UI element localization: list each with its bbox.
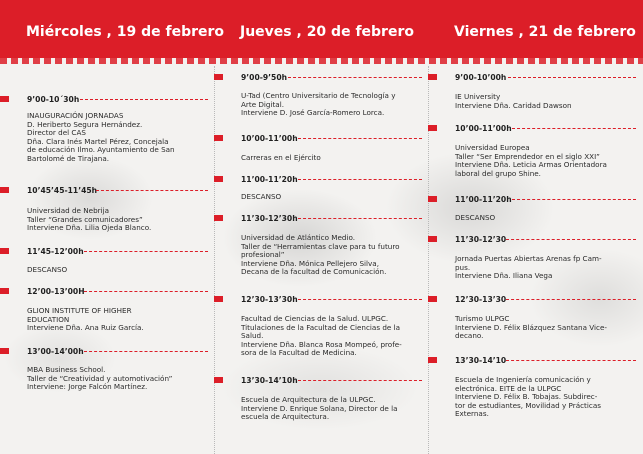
time-marker	[0, 348, 9, 354]
time-label: 11’00-11’20h	[455, 195, 512, 204]
time-rule	[506, 360, 636, 361]
session-description: Escuela de Arquitectura de la ULPGC. Interviene D. Enrique Solana, Director de la escuela de Arquitectura.	[241, 395, 398, 422]
session-description: Escuela de Ingeniería comunicación y electrónica. EITE de la ULPGC Interviene D. Félix B. Tobajas. Subdirec- tor de estudiantes, Movilidad y Prácticas Externas.	[455, 375, 601, 419]
time-marker	[214, 377, 223, 383]
session-description: DESCANSO	[27, 265, 68, 274]
session-description: INAUGURACIÓN JORNADAS D. Heriberto Segura Hernández. Director del CAS Dña. Clara Inés Martel Pérez, Concejala de educación Ilmo. Ayuntamiento de San Bartolomé de Tirajana.	[27, 111, 175, 163]
time-rule	[96, 190, 208, 191]
session-description: Universidad de Nebrija Taller “Grandes comunicadores” Interviene Dña. Lilia Ojeda Blanco.	[27, 206, 152, 233]
time-rule	[84, 251, 208, 252]
time-label: 13’00-14’00h	[27, 347, 84, 356]
session-description: Universidad Europea Taller “Ser Emprendedor en el siglo XXI” Interviene Dña. Leticia Armas Orientadora laboral del grupo Shine.	[455, 143, 607, 178]
time-marker	[428, 74, 437, 80]
time-rule	[512, 128, 636, 129]
session-description: Universidad de Atlántico Medio. Taller de “Herramientas clave para tu futuro profesional” Interviene Dña. Mónica Pellejero Silva, Decana de la facultad de Comunicación.	[241, 233, 400, 277]
time-label: 13’30-14’10	[455, 356, 507, 365]
column-divider	[214, 66, 215, 454]
time-label: 13’30-14’10h	[241, 376, 298, 385]
time-label: 9’00-10´30h	[27, 95, 80, 104]
session-description: MBA Business School. Taller de “Creatividad y automotivación” Interviene: Jorge Falcón Martínez.	[27, 365, 173, 392]
time-marker	[214, 176, 223, 182]
session-description: IE University Interviene Dña. Caridad Dawson	[455, 92, 572, 110]
time-label: 11’30-12’30h	[241, 214, 298, 223]
time-label: 11’30-12’30	[455, 235, 507, 244]
time-label: 10’45’45-11’45h	[27, 186, 98, 195]
time-rule	[508, 77, 636, 78]
session-description: Carreras en el Ejército	[241, 153, 321, 162]
session-description: Jornada Puertas Abiertas Arenas fp Cam- pus. Interviene Dña. Iliana Vega	[455, 254, 602, 281]
time-marker	[214, 135, 223, 141]
session-description: U-Tad (Centro Universitario de Tecnología y Arte Digital. Interviene D. José García-Romero Lorca.	[241, 91, 396, 118]
time-label: 12’30-13’30	[455, 295, 507, 304]
day-title-wednesday: Miércoles , 19 de febrero	[26, 24, 225, 40]
time-marker	[214, 296, 223, 302]
session-description: DESCANSO	[241, 192, 282, 201]
time-rule	[288, 77, 422, 78]
session-description: DESCANSO	[455, 213, 496, 222]
time-marker	[214, 74, 223, 80]
time-rule	[80, 99, 208, 100]
time-marker	[428, 296, 437, 302]
time-rule	[512, 199, 636, 200]
session-description: Turismo ULPGC Interviene D. Félix Blázquez Santana Vice- decano.	[455, 314, 608, 341]
day-title-thursday: Jueves , 20 de febrero	[240, 24, 414, 40]
time-rule	[506, 239, 636, 240]
header-bar	[0, 0, 643, 58]
time-marker	[214, 215, 223, 221]
time-marker	[0, 187, 9, 193]
time-rule	[84, 351, 208, 352]
time-rule	[298, 218, 422, 219]
session-description: GLION INSTITUTE OF HIGHER EDUCATION Interviene Dña. Ana Ruiz García.	[27, 306, 144, 333]
time-rule	[298, 299, 422, 300]
time-rule	[298, 179, 422, 180]
time-rule	[506, 299, 636, 300]
day-title-friday: Viernes , 21 de febrero	[454, 24, 636, 40]
time-marker	[428, 357, 437, 363]
time-marker	[0, 288, 9, 294]
time-label: 11’00-11’20h	[241, 175, 298, 184]
time-label: 9’00-9’50h	[241, 73, 288, 82]
time-marker	[428, 196, 437, 202]
time-label: 12’00-13’00H	[27, 287, 85, 296]
time-label: 12’30-13’30h	[241, 295, 298, 304]
time-marker	[428, 236, 437, 242]
time-label: 11’45-12’00h	[27, 247, 84, 256]
time-label: 10’00-11’00h	[455, 124, 512, 133]
time-rule	[298, 138, 422, 139]
time-label: 10’00-11’00h	[241, 134, 298, 143]
time-rule	[84, 291, 208, 292]
session-description: Facultad de Ciencias de la Salud. ULPGC. Titulaciones de la Facultad de Ciencias de la Salud. Interviene Dña. Blanca Rosa Mompeó, profe- sora de la Facultad de Medicina.	[241, 314, 402, 358]
header-edge	[0, 54, 643, 64]
time-marker	[0, 248, 9, 254]
time-marker	[0, 96, 9, 102]
time-rule	[298, 380, 422, 381]
time-marker	[428, 125, 437, 131]
time-label: 9’00-10’00h	[455, 73, 507, 82]
